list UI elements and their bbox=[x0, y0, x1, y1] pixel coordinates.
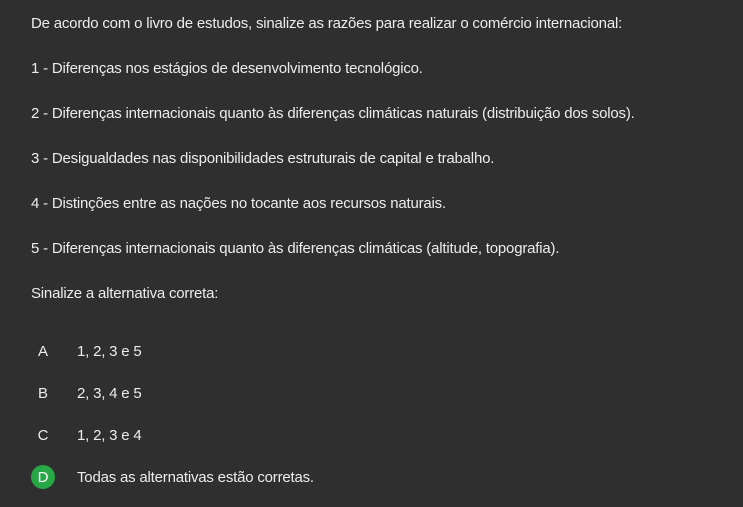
option-letter-c: C bbox=[37, 426, 49, 444]
option-b[interactable] bbox=[31, 381, 731, 405]
option-text-b: 2, 3, 4 e 5 bbox=[77, 384, 142, 402]
answer-options bbox=[31, 339, 731, 507]
question-instruction: Sinalize a alternativa correta: bbox=[31, 285, 219, 302]
option-letter-d: D bbox=[31, 465, 55, 489]
question-block bbox=[31, 14, 731, 329]
reason-item-1: 1 - Diferenças nos estágios de desenvolvimento tecnológico. bbox=[31, 60, 423, 77]
option-c[interactable] bbox=[31, 423, 731, 447]
option-letter-b: B bbox=[37, 384, 48, 402]
reason-item-4: 4 - Distinções entre as nações no tocante aos recursos naturais. bbox=[31, 195, 446, 212]
reason-item-5: 5 - Diferenças internacionais quanto às diferenças climáticas (altitude, topografia). bbox=[31, 240, 560, 257]
option-letter-a: A bbox=[37, 342, 48, 360]
question-prompt: De acordo com o livro de estudos, sinalize as razões para realizar o comércio internacional: bbox=[31, 15, 623, 32]
option-d[interactable] bbox=[31, 465, 731, 489]
option-text-c: 1, 2, 3 e 4 bbox=[77, 426, 142, 444]
reason-item-3: 3 - Desigualdades nas disponibilidades estruturais de capital e trabalho. bbox=[31, 150, 495, 167]
option-text-d: Todas as alternativas estão corretas. bbox=[77, 468, 314, 486]
reason-item-2: 2 - Diferenças internacionais quanto às diferenças climáticas naturais (distribuição dos solos). bbox=[31, 105, 635, 122]
option-a[interactable] bbox=[31, 339, 731, 363]
option-text-a: 1, 2, 3 e 5 bbox=[77, 342, 142, 360]
